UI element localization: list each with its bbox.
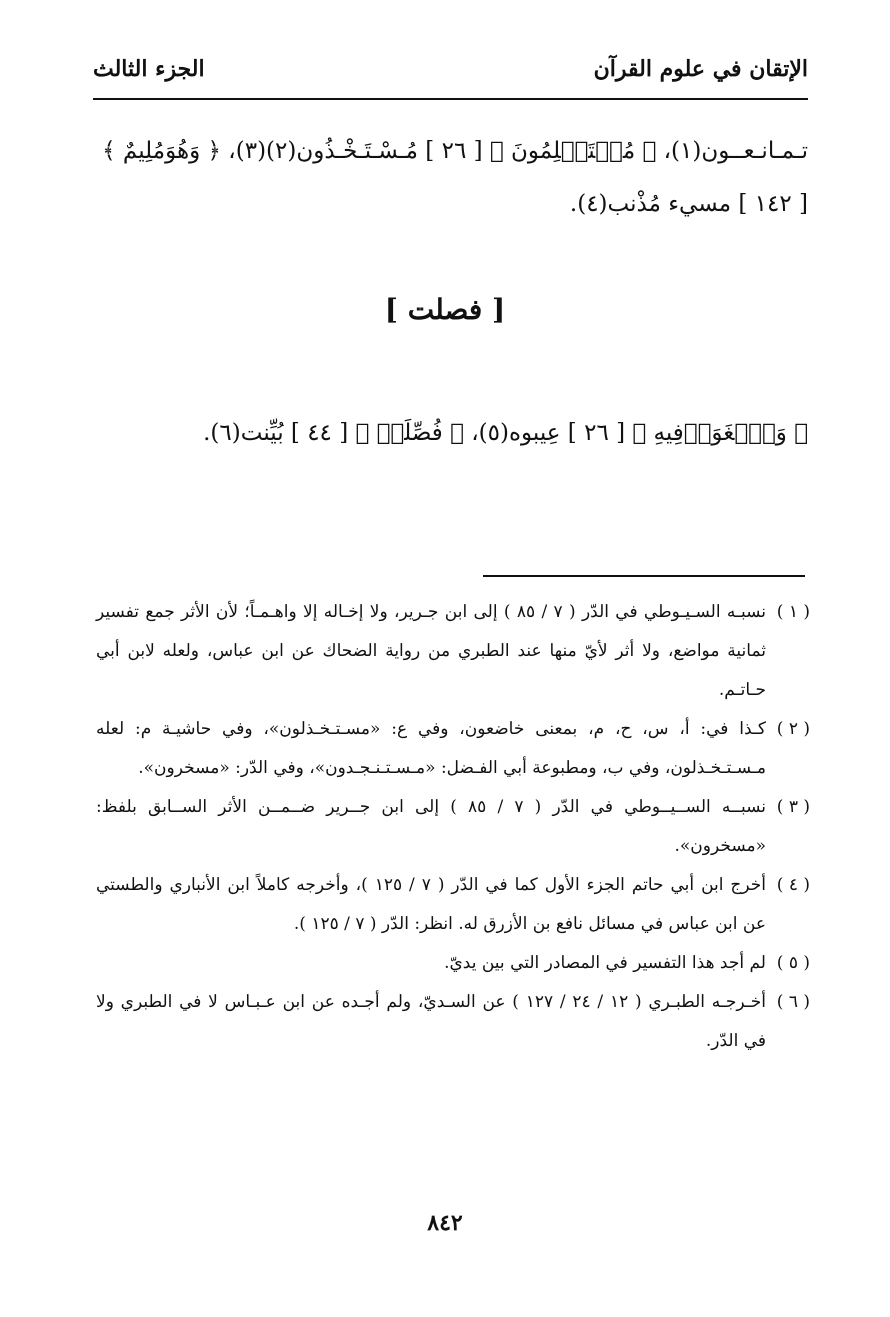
footnote-number: ( ١ ) [776,602,810,622]
volume-label: الجزء الثالث [93,56,205,82]
book-title: الإتقان في علوم القرآن [593,56,808,82]
footnote-6 [96,983,810,1061]
footnote-text: أخرج ابن أبي حاتم الجزء الأول كما في الدّر ( ٧ / ١٢٥ )، وأخرجه كاملاً ابن الأنباري والطستي عن ابن عباس في مسائل نافع بن الأزرق له. انظر: الدّر ( ٧ / ١٢٥ ). [96,875,767,934]
footnote-text: أخـرجـه الطبـري ( ١٢ / ٢٤ / ١٢٧ ) عن السـديّ، ولم أجـده عن ابن عـبـاس لا في الطبري ولا في الدّر. [96,992,766,1051]
footnote-text: لم أجد هذا التفسير في المصادر التي بين يديّ. [444,953,766,973]
footnote-4 [96,866,810,944]
footnotes [96,593,810,1061]
footnote-3 [96,788,810,866]
footnote-2 [96,710,810,788]
footnote-text: نسبـه السـيـوطي في الدّر ( ٧ / ٨٥ ) إلى ابن جـرير، ولا إخـاله إلا واهـمـاً؛ لأن الأثر جمع تفسير ثمانية مواضع، ولا أثر لأيّ منها عند الطبري من رواية الضحاك عن ابن عباس، ولعله لابن أبي حـاتـم. [96,602,767,700]
footnote-5 [96,944,810,983]
footnote-number: ( ٢ ) [776,719,810,739]
main-text-line-2: [ ١٤٢ ] مسيء مُذْنب(٤). [569,191,808,217]
footnote-separator [483,575,805,577]
footnote-number: ( ٣ ) [776,797,810,817]
footnote-number: ( ٥ ) [776,953,810,973]
footnote-1 [96,593,810,710]
footnote-number: ( ٦ ) [776,992,810,1012]
page-number: ٨٤٢ [427,1210,463,1236]
main-text-line-1: تـمـانـعــون(١)، ﴿ مُسۡتَسۡلِمُونَ ﴾ [ ٢٦ ] مُـسْـتَـخْـذُون(٢)(٣)، ﴿ وَهُوَمُلِيمٌ ﴾ [102,138,808,164]
footnote-number: ( ٤ ) [776,875,810,895]
running-header [93,52,808,92]
verse-line: ﴿ وَٱلۡغَوَاۡفِيهِ ﴾ [ ٢٦ ] عِيبوه(٥)، ﴿ فُصِّلَتۡ ﴾ [ ٤٤ ] بُيِّنت(٦). [203,420,808,446]
section-heading: [ فصلت ] [384,293,506,326]
footnote-text: كـذا في: أ، س، ح، م، بمعنى خاضعون، وفي ع: «مسـتـخـذلون»، وفي حاشيـة م: لعله مـسـتـخـذلون، وفي ب، ومطبوعة أبي الفـضل: «مـسـتـنـجـدون»، وفي الدّر: «مسخرون». [96,719,766,778]
main-text [90,125,808,231]
footnote-text: نسبــه الســيــوطي في الدّر ( ٧ / ٨٥ ) إلى ابن جــرير ضــمــن الأثر الســابق بلفظ: «مسخرون». [96,797,767,856]
header-rule [93,98,808,100]
